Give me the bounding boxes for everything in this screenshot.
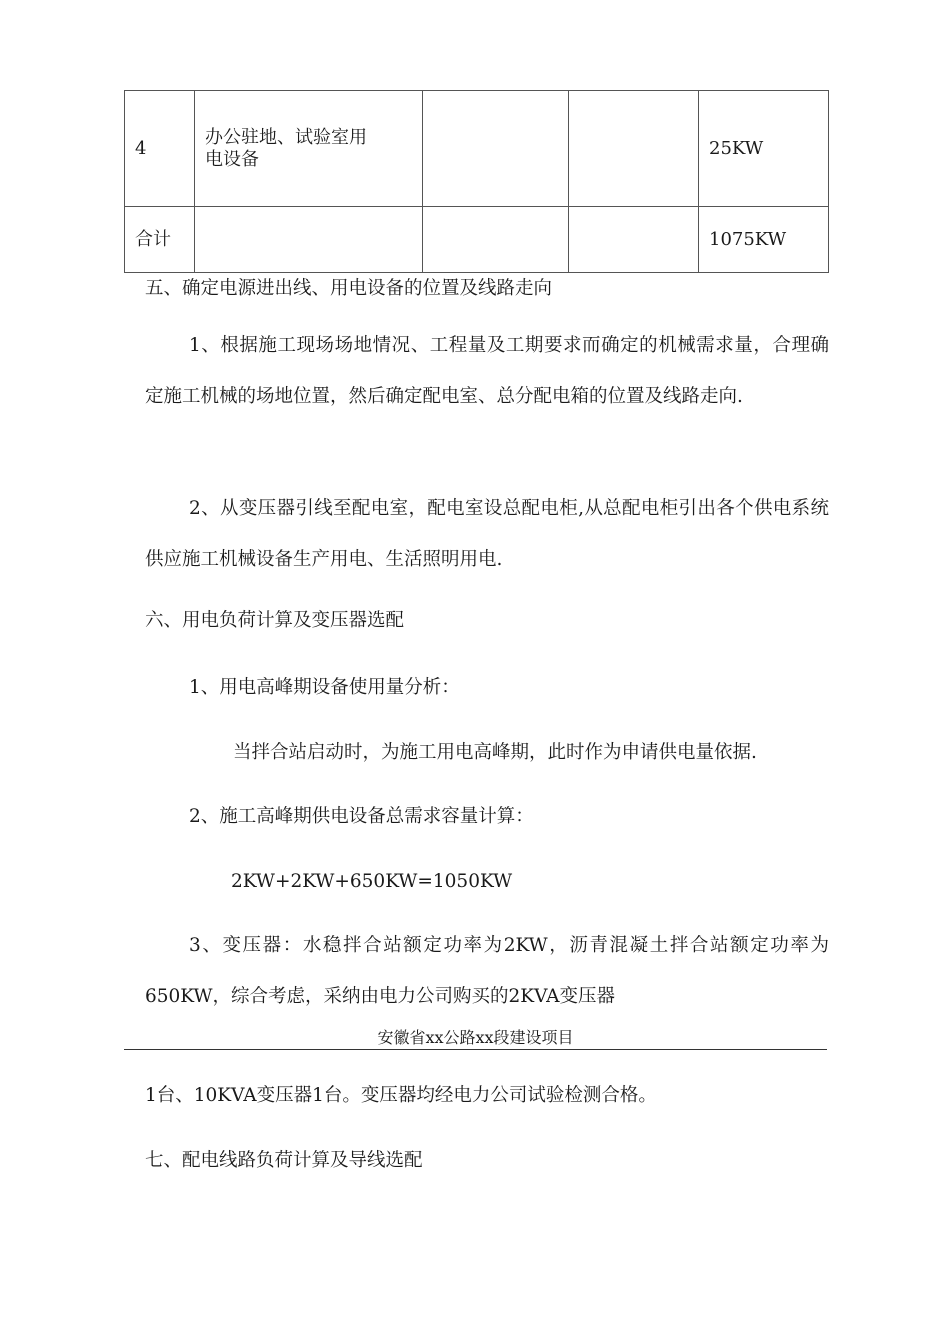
equipment-name-line1: 办公驻地、试验室用	[205, 126, 367, 148]
cell-col-a	[423, 91, 569, 207]
section-7-heading: 七、配电线路负荷计算及导线选配	[145, 1150, 423, 1171]
cell-no: 4	[125, 91, 195, 207]
cell-equipment-name	[195, 91, 423, 207]
cell-total-col-b	[569, 207, 699, 273]
table-row-total	[125, 207, 829, 273]
section-6-item-1: 1、用电高峰期设备使用量分析：	[189, 677, 460, 698]
power-load-table	[124, 90, 829, 273]
cell-total-name	[195, 207, 423, 273]
section-6-item-1-body: 当拌合站启动时，为施工用电高峰期，此时作为申请供电量依据.	[233, 742, 757, 763]
table-row	[125, 91, 829, 207]
footer-divider	[124, 1049, 827, 1050]
section-5-paragraph-1: 1、根据施工现场场地情况、工程量及工期要求而确定的机械需求量，合理确定施工机械的场地位置，然后确定配电室、总分配电箱的位置及线路走向.	[145, 335, 829, 407]
section-6-formula: 2KW+2KW+650KW=1050KW	[231, 871, 513, 892]
section-6-item-2: 2、施工高峰期供电设备总需求容量计算：	[189, 806, 534, 827]
equipment-name-line2: 电设备	[205, 148, 259, 170]
section-5-heading: 五、确定电源进出线、用电设备的位置及线路走向	[145, 278, 553, 299]
section-6-heading: 六、用电负荷计算及变压器选配	[145, 610, 405, 631]
section-5-paragraph-2: 2、从变压器引线至配电室，配电室设总配电柜,从总配电柜引出各个供电系统供应施工机械设备生产用电、生活照明用电.	[145, 498, 829, 570]
cell-total-power: 1075KW	[699, 207, 829, 273]
cell-total-label: 合计	[125, 207, 195, 273]
section-6-item-3: 3、变压器：水稳拌合站额定功率为2KW，沥青混凝土拌合站额定功率为650KW，综合考虑，采纳由电力公司购买的2KVA变压器	[145, 935, 829, 1007]
page-footer: 安徽省xx公路xx段建设项目	[377, 1028, 574, 1047]
cell-col-b	[569, 91, 699, 207]
continued-text: 1台、10KVA变压器1台。变压器均经电力公司试验检测合格。	[145, 1085, 657, 1106]
cell-power: 25KW	[699, 91, 829, 207]
cell-total-col-a	[423, 207, 569, 273]
